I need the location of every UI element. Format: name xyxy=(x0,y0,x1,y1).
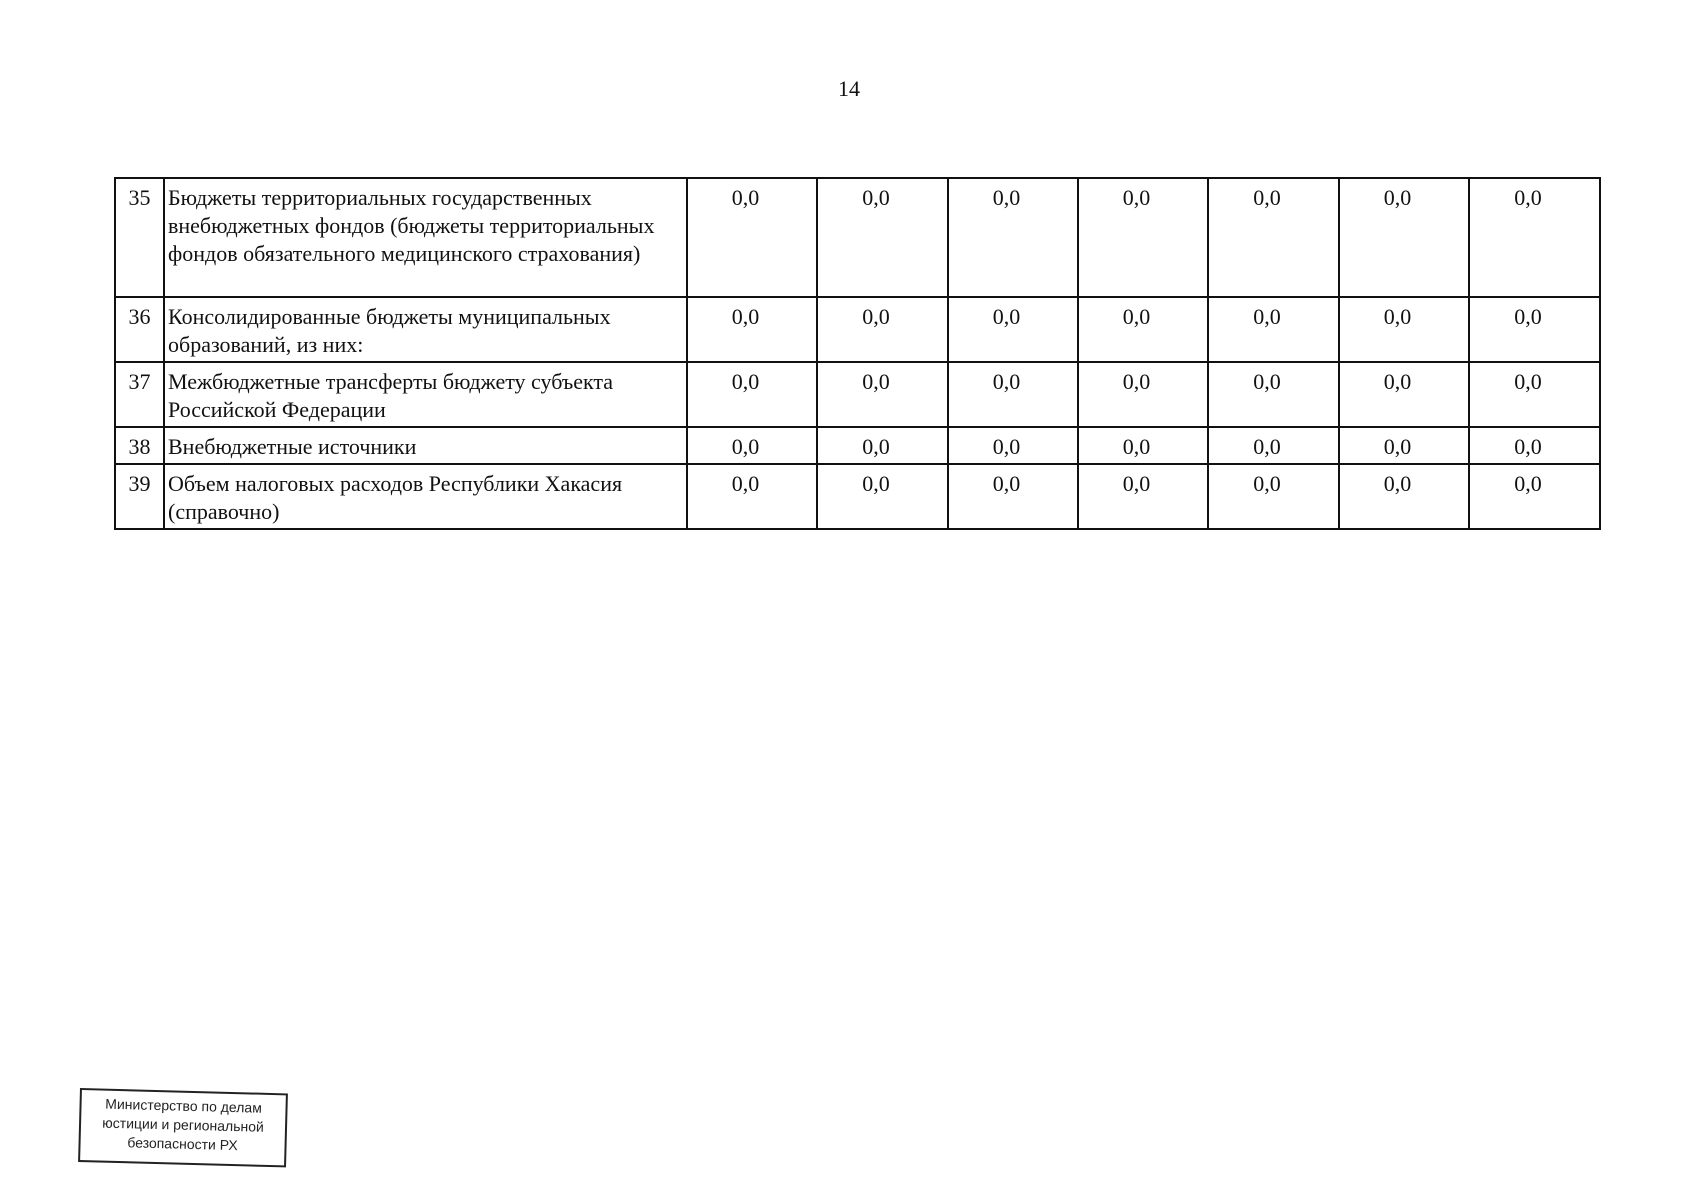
value-cell: 0,0 xyxy=(1208,362,1339,427)
stamp-line: юстиции и региональной xyxy=(102,1114,265,1135)
value-cell: 0,0 xyxy=(1469,427,1600,464)
value-cell: 0,0 xyxy=(948,297,1078,362)
stamp-line: Министерство по делам xyxy=(105,1095,263,1116)
row-number: 37 xyxy=(115,362,164,427)
value-cell: 0,0 xyxy=(817,427,948,464)
value-cell: 0,0 xyxy=(1078,464,1208,529)
ministry-stamp xyxy=(78,1088,288,1167)
row-number: 39 xyxy=(115,464,164,529)
row-label: Внебюджетные источники xyxy=(164,427,687,464)
value-cell: 0,0 xyxy=(1208,297,1339,362)
row-label: Объем налоговых расходов Республики Хакасия (справочно) xyxy=(164,464,687,529)
value-cell: 0,0 xyxy=(1208,178,1339,297)
value-cell: 0,0 xyxy=(1208,464,1339,529)
value-cell: 0,0 xyxy=(948,362,1078,427)
value-cell: 0,0 xyxy=(1339,297,1469,362)
row-label: Бюджеты территориальных государственных внебюджетных фондов (бюджеты территориальных фондов обязательного медицинского страхования) xyxy=(164,178,687,297)
value-cell: 0,0 xyxy=(1339,427,1469,464)
table-row xyxy=(115,178,1600,297)
page-number: 14 xyxy=(838,76,860,101)
value-cell: 0,0 xyxy=(687,362,817,427)
value-cell: 0,0 xyxy=(1469,178,1600,297)
row-number: 35 xyxy=(115,178,164,297)
value-cell: 0,0 xyxy=(948,427,1078,464)
value-cell: 0,0 xyxy=(1469,464,1600,529)
value-cell: 0,0 xyxy=(1078,427,1208,464)
budget-table xyxy=(114,177,1601,530)
value-cell: 0,0 xyxy=(1339,178,1469,297)
value-cell: 0,0 xyxy=(1078,178,1208,297)
value-cell: 0,0 xyxy=(687,464,817,529)
row-label: Межбюджетные трансферты бюджету субъекта Российской Федерации xyxy=(164,362,687,427)
row-number: 38 xyxy=(115,427,164,464)
table-row xyxy=(115,362,1600,427)
row-label: Консолидированные бюджеты муниципальных образований, из них: xyxy=(164,297,687,362)
value-cell: 0,0 xyxy=(1469,297,1600,362)
value-cell: 0,0 xyxy=(687,297,817,362)
value-cell: 0,0 xyxy=(817,464,948,529)
value-cell: 0,0 xyxy=(1469,362,1600,427)
table-row xyxy=(115,464,1600,529)
table-row xyxy=(115,297,1600,362)
value-cell: 0,0 xyxy=(1339,362,1469,427)
stamp-line: безопасности РХ xyxy=(127,1134,238,1154)
value-cell: 0,0 xyxy=(1078,297,1208,362)
value-cell: 0,0 xyxy=(1339,464,1469,529)
value-cell: 0,0 xyxy=(948,464,1078,529)
value-cell: 0,0 xyxy=(948,178,1078,297)
value-cell: 0,0 xyxy=(1208,427,1339,464)
table-row xyxy=(115,427,1600,464)
value-cell: 0,0 xyxy=(817,178,948,297)
value-cell: 0,0 xyxy=(1078,362,1208,427)
value-cell: 0,0 xyxy=(817,362,948,427)
value-cell: 0,0 xyxy=(687,178,817,297)
value-cell: 0,0 xyxy=(687,427,817,464)
row-number: 36 xyxy=(115,297,164,362)
value-cell: 0,0 xyxy=(817,297,948,362)
